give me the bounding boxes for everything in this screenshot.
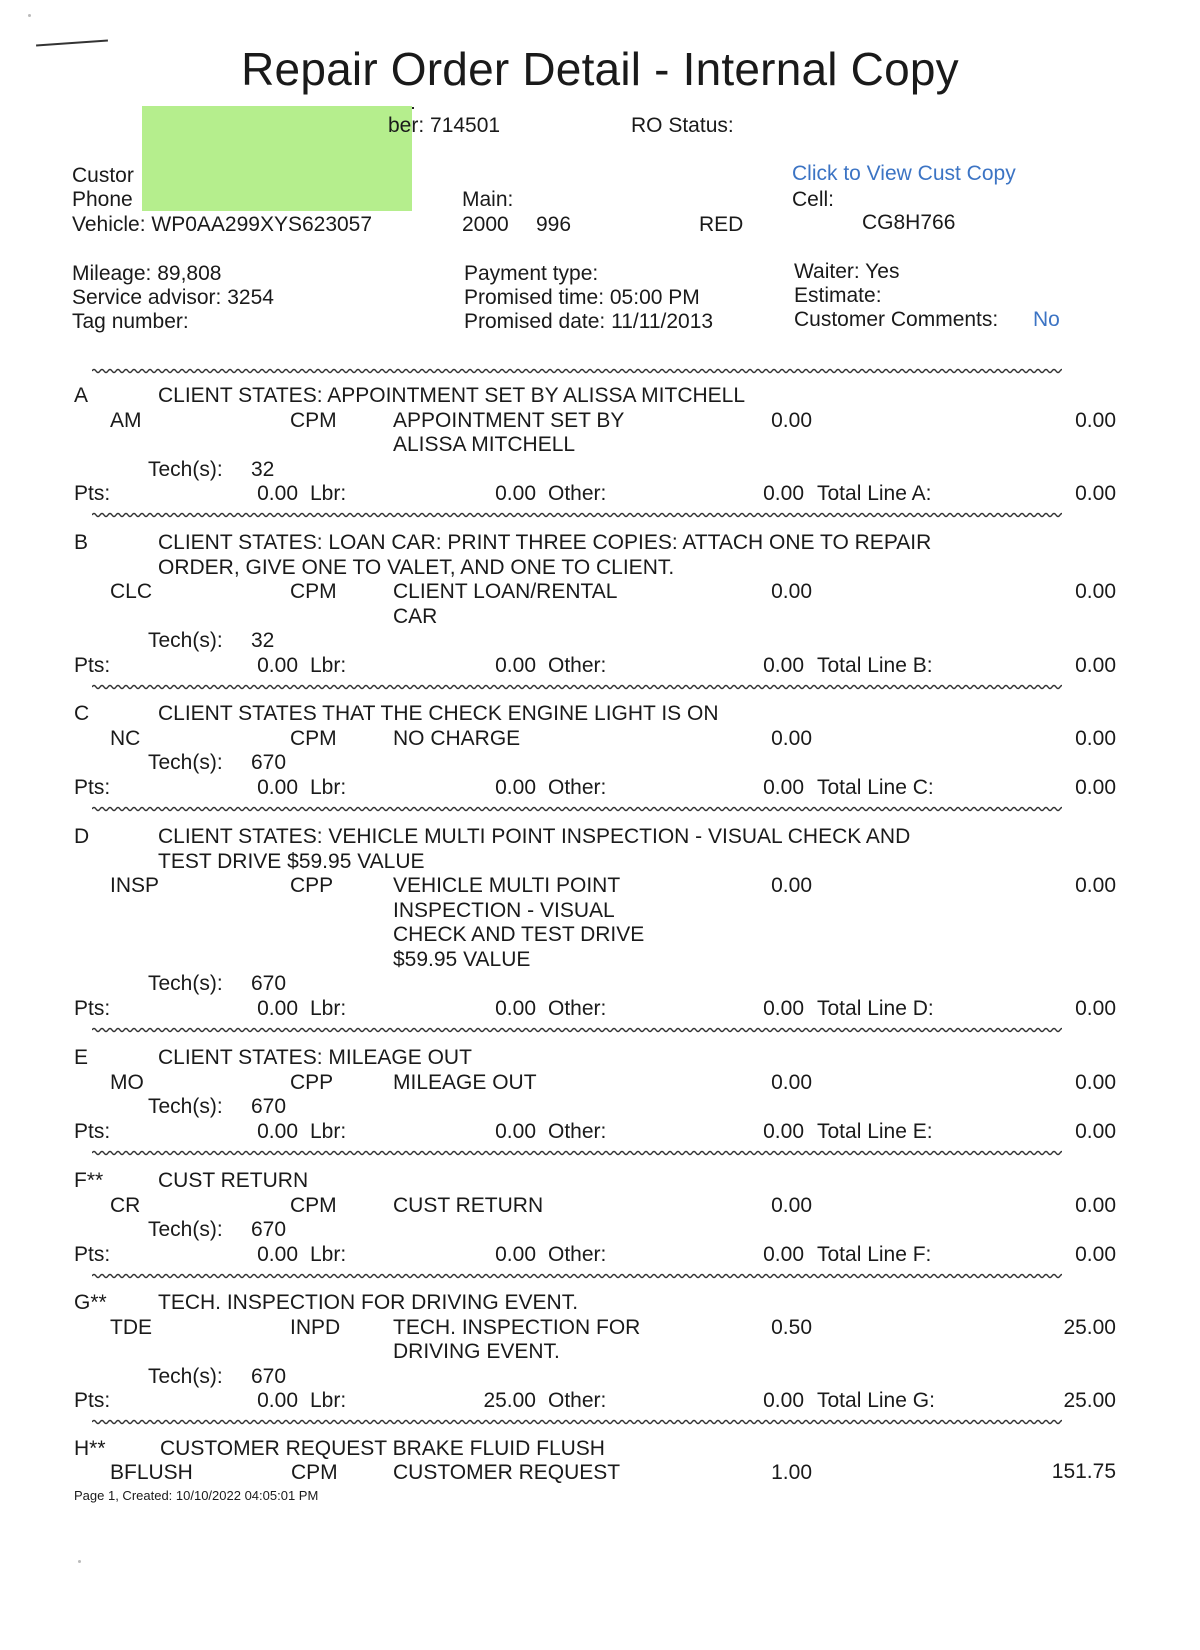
tech-number: 670 xyxy=(251,972,287,995)
lbr-label: Lbr: xyxy=(310,653,347,677)
other-label: Other: xyxy=(548,1389,607,1412)
line-hours: 0.00 xyxy=(771,1193,812,1217)
tech-number: 32 xyxy=(251,457,275,481)
line-op-code: CR xyxy=(110,1193,141,1217)
cell-phone-label: Cell: xyxy=(792,188,835,211)
customer-comments-link[interactable]: No xyxy=(1033,308,1060,331)
total-line-value: 0.00 xyxy=(1075,653,1116,677)
mileage: Mileage: 89,808 xyxy=(72,262,222,285)
line-description: $59.95 VALUE xyxy=(393,947,531,971)
line-description: CHECK AND TEST DRIVE xyxy=(393,923,645,946)
line-pay-type: CPM xyxy=(290,580,337,603)
line-description: ALISSA MITCHELL xyxy=(393,433,576,456)
redaction-block xyxy=(142,106,412,211)
total-line-value: 0.00 xyxy=(1075,1242,1116,1266)
line-client-states: CLIENT STATES: LOAN CAR: PRINT THREE COPIES: ATTACH ONE TO REPAIR xyxy=(158,531,932,554)
customer-label: Custor xyxy=(72,164,134,187)
total-line-label: Total Line E: xyxy=(817,1119,933,1143)
vehicle-year: 2000 xyxy=(462,213,509,236)
other-label: Other: xyxy=(548,653,607,677)
line-description: INSPECTION - VISUAL xyxy=(393,898,615,922)
line-letter: C xyxy=(74,702,90,725)
total-line-value: 0.00 xyxy=(1075,482,1116,505)
line-hours: 1.00 xyxy=(771,1461,812,1484)
line-description: CUSTOMER REQUEST xyxy=(393,1461,621,1484)
promised-time: Promised time: 05:00 PM xyxy=(464,286,700,309)
line-amount: 0.00 xyxy=(1075,580,1116,603)
tech-label: Tech(s): xyxy=(148,457,223,481)
lbr-label: Lbr: xyxy=(310,775,347,799)
tag-number: Tag number: xyxy=(72,310,189,333)
line-amount: 0.00 xyxy=(1075,1193,1116,1217)
line-hours: 0.00 xyxy=(771,1070,812,1094)
pts-value: 0.00 xyxy=(257,482,298,505)
line-pay-type: CPM xyxy=(290,408,337,432)
line-op-code: NC xyxy=(110,726,141,750)
total-line-value: 25.00 xyxy=(1063,1389,1116,1412)
pts-label: Pts: xyxy=(74,775,111,799)
other-value: 0.00 xyxy=(763,1389,804,1412)
total-line-value: 0.00 xyxy=(1075,1119,1116,1143)
tech-label: Tech(s): xyxy=(148,629,223,652)
line-amount: 0.00 xyxy=(1075,874,1116,897)
lbr-value: 0.00 xyxy=(495,653,536,677)
line-op-code: BFLUSH xyxy=(110,1461,193,1484)
lbr-label: Lbr: xyxy=(310,482,347,505)
line-description: CAR xyxy=(393,604,438,628)
line-op-code: AM xyxy=(110,408,142,432)
line-op-code: TDE xyxy=(110,1315,152,1339)
pts-value: 0.00 xyxy=(257,1389,298,1412)
other-value: 0.00 xyxy=(763,482,804,505)
line-client-states: CLIENT STATES THAT THE CHECK ENGINE LIGHT IS ON xyxy=(158,702,719,725)
pts-value: 0.00 xyxy=(257,1242,298,1266)
vehicle-model: 996 xyxy=(536,213,572,236)
line-letter: G** xyxy=(74,1291,107,1314)
line-amount: 0.00 xyxy=(1075,726,1116,750)
tech-label: Tech(s): xyxy=(148,1218,223,1241)
line-client-states: TECH. INSPECTION FOR DRIVING EVENT. xyxy=(158,1291,579,1314)
total-line-label: Total Line F: xyxy=(817,1242,932,1266)
line-hours: 0.00 xyxy=(771,726,812,750)
line-description: MILEAGE OUT xyxy=(393,1070,537,1094)
pts-value: 0.00 xyxy=(257,1119,298,1143)
other-label: Other: xyxy=(548,482,607,505)
other-value: 0.00 xyxy=(763,775,804,799)
total-line-value: 0.00 xyxy=(1075,775,1116,799)
line-pay-type: CPM xyxy=(290,1193,337,1217)
line-description: CLIENT LOAN/RENTAL xyxy=(393,580,618,603)
line-description: NO CHARGE xyxy=(393,726,521,750)
vehicle-color: RED xyxy=(699,213,744,236)
tilde-separator xyxy=(92,1149,1062,1157)
line-amount: 151.75 xyxy=(1051,1460,1116,1483)
pts-value: 0.00 xyxy=(257,775,298,799)
payment-type: Payment type: xyxy=(464,262,599,285)
pts-value: 0.00 xyxy=(257,653,298,677)
line-letter: E xyxy=(74,1046,89,1069)
other-value: 0.00 xyxy=(763,996,804,1020)
line-client-states: CLIENT STATES: MILEAGE OUT xyxy=(158,1046,472,1069)
tech-number: 670 xyxy=(251,751,287,774)
line-amount: 0.00 xyxy=(1075,408,1116,432)
tech-number: 670 xyxy=(251,1095,287,1118)
lbr-value: 0.00 xyxy=(495,482,536,505)
lbr-value: 0.00 xyxy=(495,1242,536,1266)
line-letter: H** xyxy=(74,1437,106,1460)
line-description: CUST RETURN xyxy=(393,1193,544,1217)
line-hours: 0.50 xyxy=(771,1315,812,1339)
lbr-value: 0.00 xyxy=(495,1119,536,1143)
other-label: Other: xyxy=(548,1242,607,1266)
tech-number: 670 xyxy=(251,1218,287,1241)
lbr-value: 0.00 xyxy=(495,775,536,799)
pts-label: Pts: xyxy=(74,1119,111,1143)
tech-label: Tech(s): xyxy=(148,1364,223,1388)
total-line-label: Total Line D: xyxy=(817,996,934,1020)
lbr-label: Lbr: xyxy=(310,996,347,1020)
line-op-code: MO xyxy=(110,1070,144,1094)
phone-label: Phone xyxy=(72,188,133,211)
line-letter: D xyxy=(74,825,90,848)
pts-label: Pts: xyxy=(74,1389,111,1412)
scan-speck xyxy=(78,1560,81,1563)
line-pay-type: CPM xyxy=(291,1461,338,1484)
line-op-code: INSP xyxy=(110,874,160,897)
waiter: Waiter: Yes xyxy=(794,260,900,283)
other-value: 0.00 xyxy=(763,653,804,677)
pts-value: 0.00 xyxy=(257,996,298,1020)
view-cust-copy-link[interactable]: Click to View Cust Copy xyxy=(792,162,1016,185)
line-client-states: CUSTOMER REQUEST BRAKE FLUID FLUSH xyxy=(160,1437,605,1460)
line-description: DRIVING EVENT. xyxy=(393,1340,560,1363)
tilde-separator xyxy=(92,367,1062,375)
line-pay-type: CPP xyxy=(290,1070,334,1094)
line-client-states: TEST DRIVE $59.95 VALUE xyxy=(158,849,425,873)
estimate: Estimate: xyxy=(794,284,882,307)
line-client-states: CUST RETURN xyxy=(158,1169,309,1192)
page-title: Repair Order Detail - Internal Copy xyxy=(241,43,959,95)
total-line-label: Total Line G: xyxy=(817,1389,935,1412)
lbr-label: Lbr: xyxy=(310,1119,347,1143)
tech-label: Tech(s): xyxy=(148,972,223,995)
line-description: TECH. INSPECTION FOR xyxy=(393,1315,641,1339)
line-letter: B xyxy=(74,531,89,554)
scan-speck xyxy=(28,14,31,17)
ro-number: ber: 714501 xyxy=(388,114,501,137)
vehicle-vin: Vehicle: WP0AA299XYS623057 xyxy=(72,213,373,236)
promised-date: Promised date: 11/11/2013 xyxy=(464,310,714,333)
other-value: 0.00 xyxy=(763,1242,804,1266)
line-hours: 0.00 xyxy=(771,408,812,432)
total-line-label: Total Line B: xyxy=(817,653,933,677)
line-description: VEHICLE MULTI POINT xyxy=(393,874,621,897)
line-client-states: CLIENT STATES: VEHICLE MULTI POINT INSPECTION - VISUAL CHECK AND xyxy=(158,825,911,848)
page-footer: Page 1, Created: 10/10/2022 04:05:01 PM xyxy=(74,1488,319,1503)
tilde-separator xyxy=(92,1026,1062,1034)
other-label: Other: xyxy=(548,775,607,799)
lbr-label: Lbr: xyxy=(310,1389,347,1412)
line-letter: A xyxy=(74,384,89,407)
other-label: Other: xyxy=(548,1119,607,1143)
tech-number: 670 xyxy=(251,1364,287,1388)
pts-label: Pts: xyxy=(74,653,111,677)
other-label: Other: xyxy=(548,996,607,1020)
customer-comments-label: Customer Comments: xyxy=(794,308,999,331)
pts-label: Pts: xyxy=(74,1242,111,1266)
line-letter: F** xyxy=(74,1169,104,1192)
ro-status-label: RO Status: xyxy=(631,114,734,137)
tilde-separator xyxy=(92,1272,1062,1280)
total-line-label: Total Line A: xyxy=(817,482,932,505)
lbr-label: Lbr: xyxy=(310,1242,347,1266)
total-line-value: 0.00 xyxy=(1075,996,1116,1020)
line-amount: 25.00 xyxy=(1063,1315,1116,1339)
tilde-separator xyxy=(92,1418,1062,1426)
line-client-states: CLIENT STATES: APPOINTMENT SET BY ALISSA MITCHELL xyxy=(158,384,746,407)
main-phone-label: Main: xyxy=(462,188,514,211)
line-hours: 0.00 xyxy=(771,874,812,897)
line-amount: 0.00 xyxy=(1075,1070,1116,1094)
pts-label: Pts: xyxy=(74,482,111,505)
tech-number: 32 xyxy=(251,629,275,652)
tech-label: Tech(s): xyxy=(148,751,223,774)
tilde-separator xyxy=(92,805,1062,813)
tech-label: Tech(s): xyxy=(148,1095,223,1118)
line-client-states: ORDER, GIVE ONE TO VALET, AND ONE TO CLIENT. xyxy=(158,555,675,579)
line-pay-type: INPD xyxy=(290,1315,341,1339)
line-pay-type: CPM xyxy=(290,726,337,750)
line-pay-type: CPP xyxy=(290,874,334,897)
total-line-label: Total Line C: xyxy=(817,775,934,799)
line-hours: 0.00 xyxy=(771,580,812,603)
pts-label: Pts: xyxy=(74,996,111,1020)
tilde-separator xyxy=(92,511,1062,519)
lbr-value: 25.00 xyxy=(483,1389,536,1412)
license-plate: CG8H766 xyxy=(862,211,956,234)
line-op-code: CLC xyxy=(110,580,153,603)
service-advisor: Service advisor: 3254 xyxy=(72,286,274,309)
lbr-value: 0.00 xyxy=(495,996,536,1020)
other-value: 0.00 xyxy=(763,1119,804,1143)
line-description: APPOINTMENT SET BY xyxy=(393,408,625,432)
tilde-separator xyxy=(92,683,1062,691)
